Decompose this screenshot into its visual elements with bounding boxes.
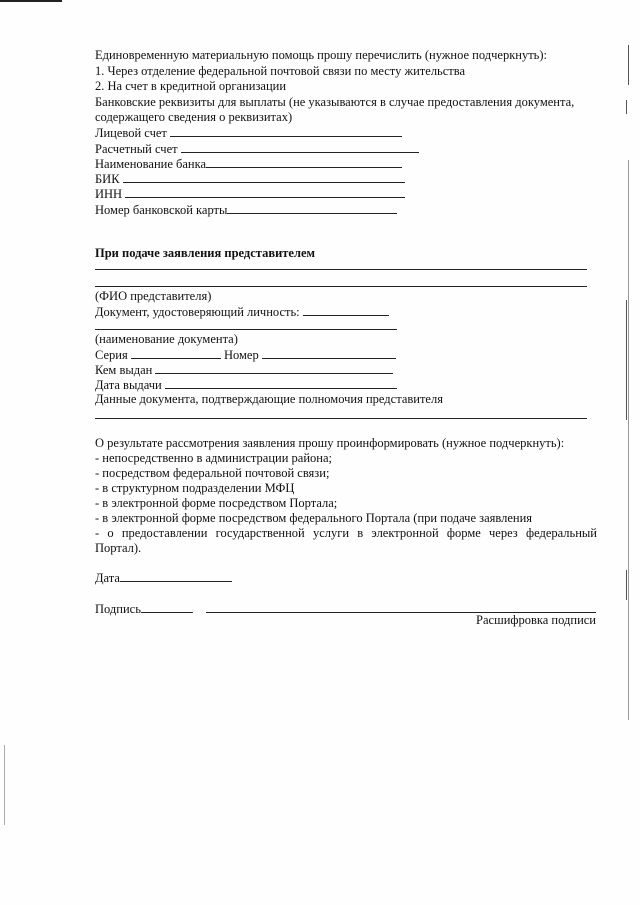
authority-docs-label: Данные документа, подтверждающие полномочия представителя (95, 392, 443, 406)
personal-account-field (95, 125, 402, 141)
scan-edge-artifact (626, 100, 627, 114)
card-number-blank[interactable] (227, 202, 397, 214)
signature-decoding-label: Расшифровка подписи (476, 613, 596, 627)
inn-field (95, 186, 405, 202)
card-number-field (95, 202, 397, 218)
notify-option-portal: - в электронной форме посредством Портала; (95, 496, 338, 510)
card-number-label: Номер банковской карты (95, 203, 228, 217)
payment-option-bank: 2. На счет в кредитной организации (95, 79, 287, 93)
bank-name-field (95, 156, 402, 172)
notify-option-federal-service-line-2: Портал). (95, 541, 142, 555)
series-blank[interactable] (131, 347, 221, 359)
personal-account-blank[interactable] (170, 125, 402, 137)
number-label: Номер (223, 348, 259, 362)
notify-option-admin: - непосредственно в администрации района; (95, 451, 332, 465)
bik-blank[interactable] (123, 171, 405, 183)
id-document-label: Документ, удостоверяющий личность: (95, 305, 300, 319)
notify-option-post: - посредством федеральной почтовой связи; (95, 466, 330, 480)
document-name-blank[interactable] (95, 329, 397, 330)
issue-date-field (95, 377, 397, 393)
payment-option-post: 1. Через отделение федеральной почтовой связи по месту жительства (95, 64, 466, 78)
issue-date-label: Дата выдачи (95, 378, 162, 392)
bank-name-blank[interactable] (206, 156, 402, 168)
issued-by-blank[interactable] (155, 362, 393, 374)
document-name-label: (наименование документа) (95, 332, 238, 346)
date-label: Дата (95, 571, 120, 585)
authority-docs-blank[interactable] (95, 418, 587, 419)
signature-label: Подпись (95, 602, 141, 616)
settlement-account-label: Расчетный счет (95, 142, 178, 156)
issue-date-blank[interactable] (165, 377, 397, 389)
representative-name-blank-1[interactable] (95, 269, 587, 270)
signature-field (95, 601, 193, 617)
settlement-account-field (95, 141, 419, 157)
series-label: Серия (95, 348, 128, 362)
date-blank[interactable] (120, 570, 232, 582)
personal-account-label: Лицевой счет (95, 126, 167, 140)
bank-note-line-2: содержащего сведения о реквизитах) (95, 110, 293, 124)
bik-label: БИК (95, 172, 120, 186)
representative-heading: При подаче заявления представителем (95, 246, 316, 260)
scan-edge-artifact (628, 160, 629, 720)
issued-by-field (95, 362, 393, 378)
scan-edge-artifact (626, 570, 627, 600)
payment-intro: Единовременную материальную помощь прошу перечислить (нужное подчеркнуть): (95, 48, 548, 62)
id-document-field (95, 304, 389, 320)
bank-note-line-1: Банковские реквизиты для выплаты (не указываются в случае предоставления документа, (95, 95, 575, 109)
scan-artifact-bar (0, 0, 62, 2)
issued-by-label: Кем выдан (95, 363, 153, 377)
bank-name-label: Наименование банка (95, 157, 207, 171)
signature-blank[interactable] (141, 601, 193, 613)
inn-label: ИНН (95, 187, 123, 201)
notify-option-federal-service-line-1: - о предоставлении государственной услуги в электронной форме через федеральный (95, 526, 597, 540)
id-document-blank[interactable] (303, 304, 389, 316)
scan-edge-artifact (4, 745, 5, 825)
representative-fio-label: (ФИО представителя) (95, 289, 212, 303)
representative-name-blank-2[interactable] (95, 286, 587, 287)
number-blank[interactable] (262, 347, 396, 359)
notify-option-federal-portal: - в электронной форме посредством федерального Портала (при подаче заявления (95, 511, 533, 525)
series-number-field (95, 347, 396, 363)
notify-option-mfc: - в структурном подразделении МФЦ (95, 481, 295, 495)
settlement-account-blank[interactable] (181, 141, 419, 153)
scan-edge-artifact (626, 300, 627, 420)
scan-edge-artifact (628, 45, 629, 85)
bik-field (95, 171, 405, 187)
date-field (95, 570, 232, 586)
notify-intro: О результате рассмотрения заявления прошу проинформировать (нужное подчеркнуть): (95, 436, 565, 450)
inn-blank[interactable] (125, 186, 405, 198)
